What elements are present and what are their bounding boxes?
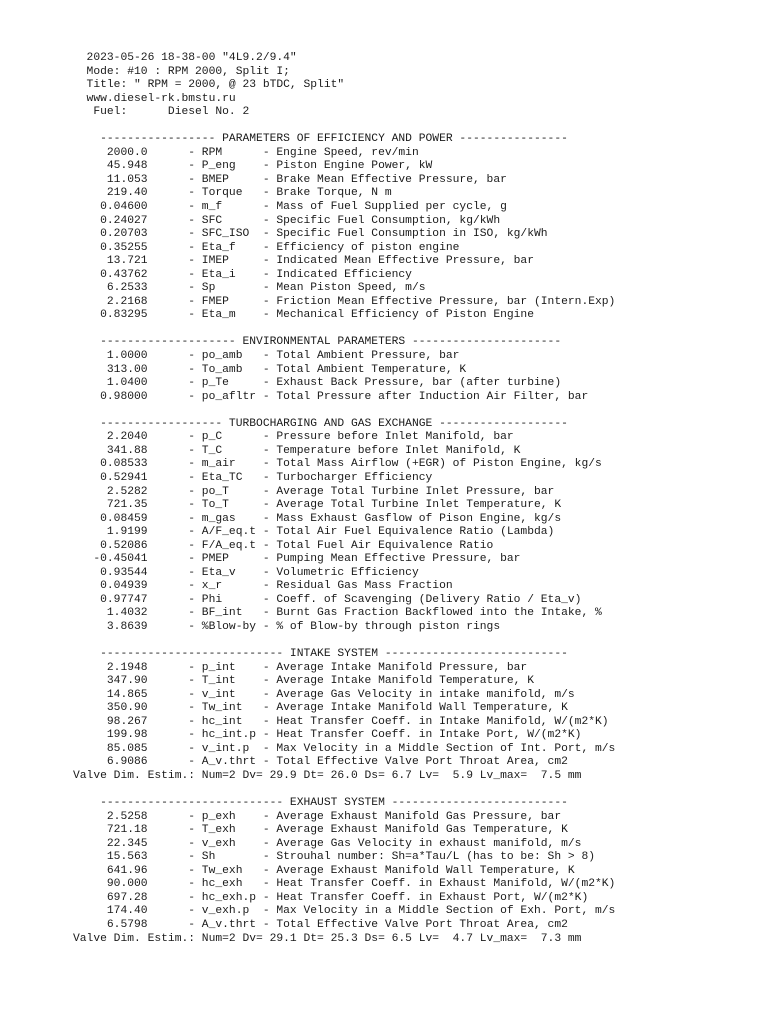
section-heading: ----------------- PARAMETERS OF EFFICIENCY AND POWER ---------------- xyxy=(73,133,568,146)
parameter-row: 2.1948 - p_int - Average Intake Manifold Pressure, bar xyxy=(73,661,528,674)
parameter-row: 347.90 - T_int - Average Intake Manifold Temperature, K xyxy=(73,675,534,688)
blank-line xyxy=(73,323,615,337)
parameter-row: 1.4032 - BF_int - Burnt Gas Fraction Backflowed into the Intake, % xyxy=(73,607,602,620)
parameter-row: 2.2168 - FMEP - Friction Mean Effective Pressure, bar (Intern.Exp) xyxy=(73,295,616,308)
blank-line xyxy=(73,404,615,418)
parameter-row: 199.98 - hc_int.p - Heat Transfer Coeff. in Intake Port, W/(m2*K) xyxy=(73,729,582,742)
parameter-row: 0.04600 - m_f - Mass of Fuel Supplied per cycle, g xyxy=(73,201,507,214)
parameter-row: 0.83295 - Eta_m - Mechanical Efficiency of Piston Engine xyxy=(73,309,534,322)
parameter-row: 6.5798 - A_v.thrt - Total Effective Valve Port Throat Area, cm2 xyxy=(73,919,568,931)
parameter-row: 341.88 - T_C - Temperature before Inlet Manifold, K xyxy=(73,444,521,457)
header-line: www.diesel-rk.bmstu.ru xyxy=(73,92,236,105)
parameter-row: 0.20703 - SFC_ISO - Specific Fuel Consumption in ISO, kg/kWh xyxy=(73,228,548,241)
parameter-row: 0.04939 - x_r - Residual Gas Mass Fraction xyxy=(73,580,453,593)
parameter-row: 0.35255 - Eta_f - Efficiency of piston engine xyxy=(73,241,460,254)
header-line: Fuel: Diesel No. 2 xyxy=(73,106,250,119)
header-line: Title: " RPM = 2000, @ 23 bTDC, Split" xyxy=(73,79,345,92)
header-line: 2023-05-26 18-38-00 "4L9.2/9.4" xyxy=(73,52,297,64)
parameter-row: 0.43762 - Eta_i - Indicated Efficiency xyxy=(73,268,412,281)
parameter-row: 0.97747 - Phi - Coeff. of Scavenging (Delivery Ratio / Eta_v) xyxy=(73,593,582,606)
parameter-row: 22.345 - v_exh - Average Gas Velocity in exhaust manifold, m/s xyxy=(73,837,582,850)
section-heading: ------------------ TURBOCHARGING AND GAS EXCHANGE ------------------- xyxy=(73,417,568,430)
parameter-row: 350.90 - Tw_int - Average Intake Manifold Wall Temperature, K xyxy=(73,702,568,715)
parameter-row: 174.40 - v_exh.p - Max Velocity in a Middle Section of Exh. Port, m/s xyxy=(73,905,616,918)
section-heading: -------------------- ENVIRONMENTAL PARAMETERS ---------------------- xyxy=(73,336,562,349)
parameter-row: 0.52941 - Eta_TC - Turbocharger Efficiency xyxy=(73,471,433,484)
parameter-row: 721.18 - T_exh - Average Exhaust Manifold Gas Temperature, K xyxy=(73,824,568,837)
parameter-row: -0.45041 - PMEP - Pumping Mean Effective Pressure, bar xyxy=(73,553,521,566)
parameter-row: 1.0000 - po_amb - Total Ambient Pressure, bar xyxy=(73,350,460,363)
parameter-row: 90.000 - hc_exh - Heat Transfer Coeff. in Exhaust Manifold, W/(m2*K) xyxy=(73,878,616,891)
section-heading: --------------------------- INTAKE SYSTEM --------------------------- xyxy=(73,648,568,661)
parameter-row: 721.35 - To_T - Average Total Turbine Inlet Temperature, K xyxy=(73,499,562,512)
valve-dimension-estimate: Valve Dim. Estim.: Num=2 Dv= 29.9 Dt= 26.0 Ds= 6.7 Lv= 5.9 Lv_max= 7.5 mm xyxy=(73,769,582,782)
parameter-row: 2000.0 - RPM - Engine Speed, rev/min xyxy=(73,146,419,159)
parameter-row: 0.52086 - F/A_eq.t - Total Fuel Air Equivalence Ratio xyxy=(73,539,494,552)
parameter-row: 0.08533 - m_air - Total Mass Airflow (+EGR) of Piston Engine, kg/s xyxy=(73,458,602,471)
parameter-row: 45.948 - P_eng - Piston Engine Power, kW xyxy=(73,160,433,173)
header-line: Mode: #10 : RPM 2000, Split I; xyxy=(73,65,290,78)
parameter-row: 641.96 - Tw_exh - Average Exhaust Manifold Wall Temperature, K xyxy=(73,864,575,877)
parameter-row: 15.563 - Sh - Strouhal number: Sh=a*Tau/L (has to be: Sh > 8) xyxy=(73,851,596,864)
parameter-row: 11.053 - BMEP - Brake Mean Effective Pressure, bar xyxy=(73,173,507,186)
parameter-row: 697.28 - hc_exh.p - Heat Transfer Coeff. in Exhaust Port, W/(m2*K) xyxy=(73,891,589,904)
parameter-row: 14.865 - v_int - Average Gas Velocity in intake manifold, m/s xyxy=(73,688,575,701)
parameter-row: 0.24027 - SFC - Specific Fuel Consumption, kg/kWh xyxy=(73,214,501,227)
parameter-row: 219.40 - Torque - Brake Torque, N m xyxy=(73,187,392,200)
parameter-row: 0.98000 - po_afltr - Total Pressure after Induction Air Filter, bar xyxy=(73,390,589,403)
parameter-row: 6.2533 - Sp - Mean Piston Speed, m/s xyxy=(73,282,426,295)
parameter-row: 13.721 - IMEP - Indicated Mean Effective Pressure, bar xyxy=(73,255,534,268)
parameter-row: 313.00 - To_amb - Total Ambient Temperature, K xyxy=(73,363,467,376)
parameter-row: 6.9086 - A_v.thrt - Total Effective Valve Port Throat Area, cm2 xyxy=(73,756,568,769)
parameter-row: 2.2040 - p_C - Pressure before Inlet Manifold, bar xyxy=(73,431,514,444)
parameter-row: 0.93544 - Eta_v - Volumetric Efficiency xyxy=(73,566,419,579)
blank-line xyxy=(73,784,615,798)
parameter-row: 2.5258 - p_exh - Average Exhaust Manifold Gas Pressure, bar xyxy=(73,810,562,823)
engine-simulation-report xyxy=(73,52,615,946)
parameter-row: 2.5282 - po_T - Average Total Turbine Inlet Pressure, bar xyxy=(73,485,555,498)
parameter-row: 0.08459 - m_gas - Mass Exhaust Gasflow of Pison Engine, kg/s xyxy=(73,512,562,525)
blank-line xyxy=(73,635,615,649)
parameter-row: 3.8639 - %Blow-by - % of Blow-by through piston rings xyxy=(73,620,501,633)
parameter-row: 1.9199 - A/F_eq.t - Total Air Fuel Equivalence Ratio (Lambda) xyxy=(73,526,555,539)
parameter-row: 1.0400 - p_Te - Exhaust Back Pressure, bar (after turbine) xyxy=(73,377,562,390)
valve-dimension-estimate: Valve Dim. Estim.: Num=2 Dv= 29.1 Dt= 25.3 Ds= 6.5 Lv= 4.7 Lv_max= 7.3 mm xyxy=(73,932,582,945)
parameter-row: 85.085 - v_int.p - Max Velocity in a Middle Section of Int. Port, m/s xyxy=(73,742,616,755)
parameter-row: 98.267 - hc_int - Heat Transfer Coeff. in Intake Manifold, W/(m2*K) xyxy=(73,715,609,728)
section-heading: --------------------------- EXHAUST SYSTEM -------------------------- xyxy=(73,797,568,810)
blank-line xyxy=(73,120,615,134)
